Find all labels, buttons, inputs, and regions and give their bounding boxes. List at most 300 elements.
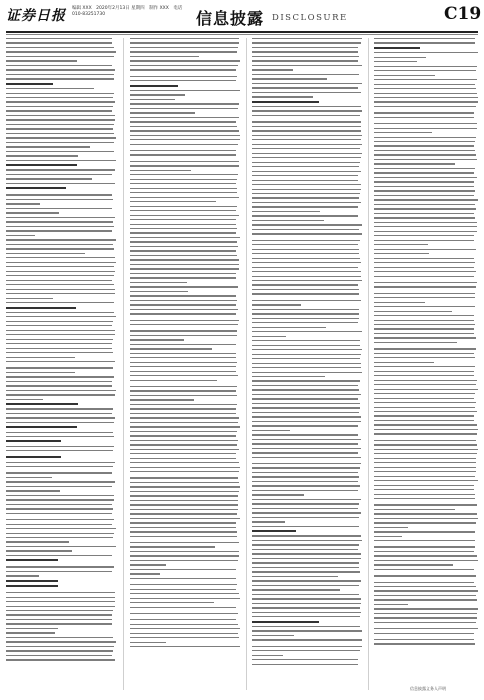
text-line	[252, 558, 361, 559]
text-line	[374, 315, 474, 316]
text-line	[374, 569, 474, 570]
text-line	[374, 106, 476, 107]
text-line	[374, 342, 457, 343]
text-line	[130, 259, 239, 260]
text-line	[252, 271, 361, 272]
text-line	[6, 385, 112, 386]
text-line	[374, 522, 476, 523]
text-line	[252, 126, 361, 127]
text-line	[130, 309, 238, 310]
article-columns	[6, 38, 478, 690]
text-line	[374, 181, 474, 182]
text-line	[6, 555, 112, 556]
text-line	[374, 226, 477, 227]
text-line	[6, 641, 116, 642]
text-line	[374, 217, 475, 218]
text-line	[252, 42, 361, 43]
text-line	[252, 494, 304, 495]
text-line	[130, 471, 239, 472]
text-line	[374, 415, 474, 416]
text-line	[374, 440, 476, 441]
text-line	[130, 277, 236, 278]
text-line	[130, 362, 237, 363]
text-line	[6, 289, 115, 290]
text-line	[252, 322, 358, 323]
text-line	[6, 230, 112, 231]
text-line	[252, 589, 340, 590]
text-line	[130, 422, 238, 423]
text-line	[130, 522, 236, 523]
text-line	[374, 444, 477, 445]
text-line	[130, 564, 166, 565]
text-line	[252, 650, 360, 651]
text-line	[252, 336, 286, 337]
text-line	[130, 108, 238, 109]
text-line	[252, 372, 362, 373]
text-line	[130, 495, 238, 496]
text-line	[6, 257, 115, 258]
text-line	[130, 99, 175, 100]
text-line	[374, 560, 478, 561]
text-line	[130, 624, 238, 625]
text-line	[6, 51, 116, 52]
text-line	[374, 123, 477, 124]
text-line	[252, 74, 359, 75]
text-line	[6, 133, 114, 134]
text-line	[130, 531, 237, 532]
subheading-line	[6, 83, 53, 85]
text-line	[6, 343, 112, 344]
text-line	[252, 121, 361, 122]
text-line	[130, 536, 237, 537]
text-line	[130, 509, 238, 510]
text-line	[6, 432, 113, 433]
text-line	[130, 313, 236, 314]
text-line	[6, 248, 114, 249]
header-rule	[6, 31, 478, 33]
text-line	[130, 453, 236, 454]
text-line	[374, 57, 426, 58]
text-line	[374, 306, 475, 307]
text-line	[374, 328, 474, 329]
text-line	[6, 253, 85, 254]
text-line	[6, 244, 113, 245]
text-line	[130, 619, 236, 620]
text-line	[6, 413, 112, 414]
text-line	[130, 371, 236, 372]
text-line	[374, 297, 475, 298]
text-line	[6, 174, 112, 175]
text-line	[374, 633, 474, 634]
text-line	[130, 170, 191, 171]
text-line	[374, 258, 474, 259]
text-line	[374, 389, 478, 390]
text-line	[252, 206, 358, 207]
text-line	[374, 590, 478, 591]
text-line	[252, 244, 358, 245]
text-line	[6, 537, 113, 538]
text-line	[130, 201, 216, 202]
text-line	[374, 453, 477, 454]
text-line	[252, 376, 325, 377]
header-rule-thin	[6, 34, 478, 35]
text-line	[6, 266, 114, 267]
text-line	[130, 224, 236, 225]
text-line	[252, 635, 294, 636]
text-line	[130, 250, 236, 251]
text-line	[252, 175, 358, 176]
text-line	[374, 222, 477, 223]
text-line	[374, 52, 478, 53]
text-line	[252, 358, 360, 359]
text-line	[6, 614, 112, 615]
text-line	[374, 536, 402, 537]
text-line	[6, 208, 112, 209]
text-line	[374, 617, 477, 618]
text-line	[130, 304, 236, 305]
text-line	[374, 546, 475, 547]
text-line	[374, 375, 474, 376]
text-line	[252, 544, 359, 545]
text-line	[6, 575, 39, 576]
text-line	[130, 598, 240, 599]
text-line	[130, 584, 237, 585]
text-line	[6, 203, 40, 204]
text-line	[252, 659, 358, 660]
text-line	[252, 166, 359, 167]
text-line	[6, 533, 114, 534]
text-line	[374, 357, 475, 358]
text-line	[130, 295, 236, 296]
text-line	[374, 199, 478, 200]
text-line	[130, 500, 238, 501]
subheading-line	[6, 440, 61, 442]
text-line	[130, 417, 239, 418]
text-line	[6, 481, 115, 482]
text-line	[374, 128, 477, 129]
text-line	[252, 345, 360, 346]
text-line	[6, 47, 114, 48]
text-line	[374, 97, 478, 98]
text-line	[374, 101, 478, 102]
text-line	[6, 399, 43, 400]
text-line	[6, 632, 55, 633]
text-line	[6, 508, 113, 509]
text-line	[252, 499, 361, 500]
text-line	[130, 324, 238, 325]
text-line	[6, 466, 113, 467]
text-line	[130, 444, 237, 445]
text-line	[252, 229, 359, 230]
text-line	[374, 604, 408, 605]
text-line	[252, 224, 362, 225]
subheading-line	[6, 580, 58, 582]
text-line	[374, 424, 477, 425]
text-line	[6, 325, 112, 326]
text-line	[252, 318, 359, 319]
text-line	[6, 597, 115, 598]
subheading-line	[6, 187, 66, 189]
text-line	[130, 440, 238, 441]
text-line	[130, 135, 240, 136]
text-line	[130, 126, 237, 127]
text-line	[130, 546, 215, 547]
text-line	[130, 628, 240, 629]
text-line	[130, 215, 239, 216]
text-line	[130, 246, 238, 247]
text-line	[252, 503, 359, 504]
text-line	[252, 585, 359, 586]
text-line	[130, 482, 239, 483]
text-line	[130, 335, 237, 336]
text-line	[130, 344, 236, 345]
text-line	[130, 399, 194, 400]
text-line	[252, 394, 361, 395]
text-line	[252, 78, 327, 79]
text-line	[374, 540, 475, 541]
text-line	[252, 521, 285, 522]
text-line	[374, 42, 475, 43]
subheading-line	[6, 559, 58, 561]
text-line	[6, 169, 115, 170]
text-line	[6, 78, 114, 79]
text-line	[6, 298, 53, 299]
text-line	[130, 642, 166, 643]
text-line	[130, 103, 239, 104]
text-line	[130, 264, 239, 265]
text-line	[374, 190, 475, 191]
text-line	[252, 83, 362, 84]
text-line	[6, 293, 115, 294]
text-line	[130, 555, 239, 556]
text-line	[374, 88, 476, 89]
text-line	[374, 145, 474, 146]
text-column-4	[374, 38, 478, 690]
text-line	[374, 407, 475, 408]
text-line	[130, 633, 238, 634]
text-line	[252, 313, 359, 314]
column-divider	[246, 38, 247, 690]
text-line	[252, 47, 358, 48]
text-line	[252, 639, 362, 640]
text-line	[6, 155, 78, 156]
text-line	[252, 607, 360, 608]
text-line	[252, 300, 361, 301]
text-line	[374, 195, 474, 196]
text-line	[252, 385, 358, 386]
text-line	[374, 582, 474, 583]
text-line	[252, 354, 361, 355]
text-line	[252, 425, 358, 426]
text-line	[374, 177, 477, 178]
text-line	[130, 273, 236, 274]
text-line	[6, 610, 113, 611]
text-line	[130, 353, 236, 354]
text-line	[374, 150, 475, 151]
text-line	[252, 309, 359, 310]
text-line	[6, 513, 112, 514]
text-line	[6, 541, 69, 542]
text-line	[130, 462, 239, 463]
text-line	[6, 524, 112, 525]
text-line	[6, 637, 113, 638]
text-line	[130, 467, 240, 468]
text-line	[130, 291, 188, 292]
text-line	[6, 183, 115, 184]
text-line	[252, 249, 359, 250]
text-line	[374, 159, 477, 160]
text-line	[374, 38, 475, 39]
text-line	[374, 564, 453, 565]
section-title-en: DISCLOSURE	[272, 13, 348, 23]
text-line	[252, 340, 360, 341]
text-line	[252, 576, 338, 577]
text-line	[6, 650, 113, 651]
text-line	[374, 420, 474, 421]
text-line	[6, 239, 116, 240]
text-line	[130, 491, 239, 492]
text-line	[252, 60, 358, 61]
text-line	[252, 135, 362, 136]
text-line	[130, 197, 239, 198]
text-line	[374, 302, 425, 303]
text-line	[252, 110, 362, 111]
text-line	[374, 240, 474, 241]
text-line	[6, 142, 114, 143]
text-line	[130, 613, 238, 614]
text-line	[252, 284, 358, 285]
text-line	[374, 628, 478, 629]
text-line	[6, 381, 112, 382]
text-line	[374, 282, 477, 283]
text-line	[6, 42, 112, 43]
subheading-line	[252, 621, 319, 623]
text-line	[252, 467, 360, 468]
text-line	[252, 69, 293, 70]
text-line	[6, 504, 112, 505]
text-line	[130, 366, 236, 367]
text-line	[6, 495, 114, 496]
text-line	[252, 380, 360, 381]
subheading-line	[252, 530, 296, 532]
text-line	[374, 204, 475, 205]
text-line	[374, 276, 474, 277]
text-line	[6, 212, 59, 213]
text-line	[252, 367, 361, 368]
text-line	[6, 477, 52, 478]
subheading-line	[252, 101, 319, 103]
text-line	[252, 267, 358, 268]
text-line	[6, 361, 115, 362]
text-line	[252, 189, 361, 190]
text-line	[6, 376, 114, 377]
text-line	[130, 161, 239, 162]
text-line	[130, 232, 236, 233]
text-line	[6, 88, 94, 89]
text-line	[252, 148, 360, 149]
text-line	[6, 93, 114, 94]
text-line	[130, 174, 238, 175]
text-line	[252, 412, 359, 413]
text-line	[374, 555, 477, 556]
text-line	[252, 153, 362, 154]
text-line	[130, 56, 199, 57]
text-line	[130, 435, 236, 436]
text-line	[6, 321, 113, 322]
text-line	[130, 282, 187, 283]
text-line	[252, 430, 290, 431]
text-line	[374, 458, 476, 459]
text-line	[374, 480, 478, 481]
text-line	[374, 253, 429, 254]
text-line	[252, 439, 361, 440]
text-line	[252, 304, 301, 305]
text-line	[130, 130, 239, 131]
text-line	[374, 608, 478, 609]
text-line	[6, 178, 92, 179]
text-line	[374, 485, 474, 486]
text-line	[252, 184, 361, 185]
text-line	[6, 74, 114, 75]
text-line	[252, 115, 360, 116]
text-line	[374, 244, 428, 245]
text-line	[6, 235, 35, 236]
text-line	[252, 327, 326, 328]
text-line	[374, 84, 475, 85]
text-line	[374, 66, 477, 67]
text-line	[130, 518, 240, 519]
text-line	[252, 540, 362, 541]
text-line	[374, 575, 476, 576]
text-line	[252, 655, 283, 656]
text-line	[252, 293, 359, 294]
text-line	[252, 416, 361, 417]
text-line	[374, 380, 477, 381]
text-line	[252, 240, 360, 241]
text-line	[130, 150, 236, 151]
text-line	[6, 312, 114, 313]
text-line	[130, 112, 195, 113]
text-line	[6, 486, 112, 487]
text-line	[130, 76, 237, 77]
text-line	[130, 241, 237, 242]
text-line	[374, 235, 474, 236]
text-line	[252, 594, 359, 595]
text-line	[6, 450, 113, 451]
text-line	[374, 513, 477, 514]
text-line	[252, 580, 361, 581]
text-line	[130, 286, 238, 287]
text-line	[130, 426, 240, 427]
text-line	[6, 271, 115, 272]
text-line	[374, 467, 476, 468]
text-line	[374, 471, 476, 472]
text-line	[374, 79, 477, 80]
text-line	[6, 334, 115, 335]
text-line	[130, 395, 237, 396]
text-line	[252, 512, 361, 513]
text-line	[374, 75, 435, 76]
text-line	[252, 567, 359, 568]
text-line	[374, 141, 475, 142]
text-line	[6, 339, 113, 340]
text-line	[6, 592, 115, 593]
text-line	[130, 348, 212, 349]
text-line	[252, 276, 361, 277]
text-line	[252, 526, 359, 527]
text-line	[374, 231, 477, 232]
subheading-line	[130, 85, 178, 87]
